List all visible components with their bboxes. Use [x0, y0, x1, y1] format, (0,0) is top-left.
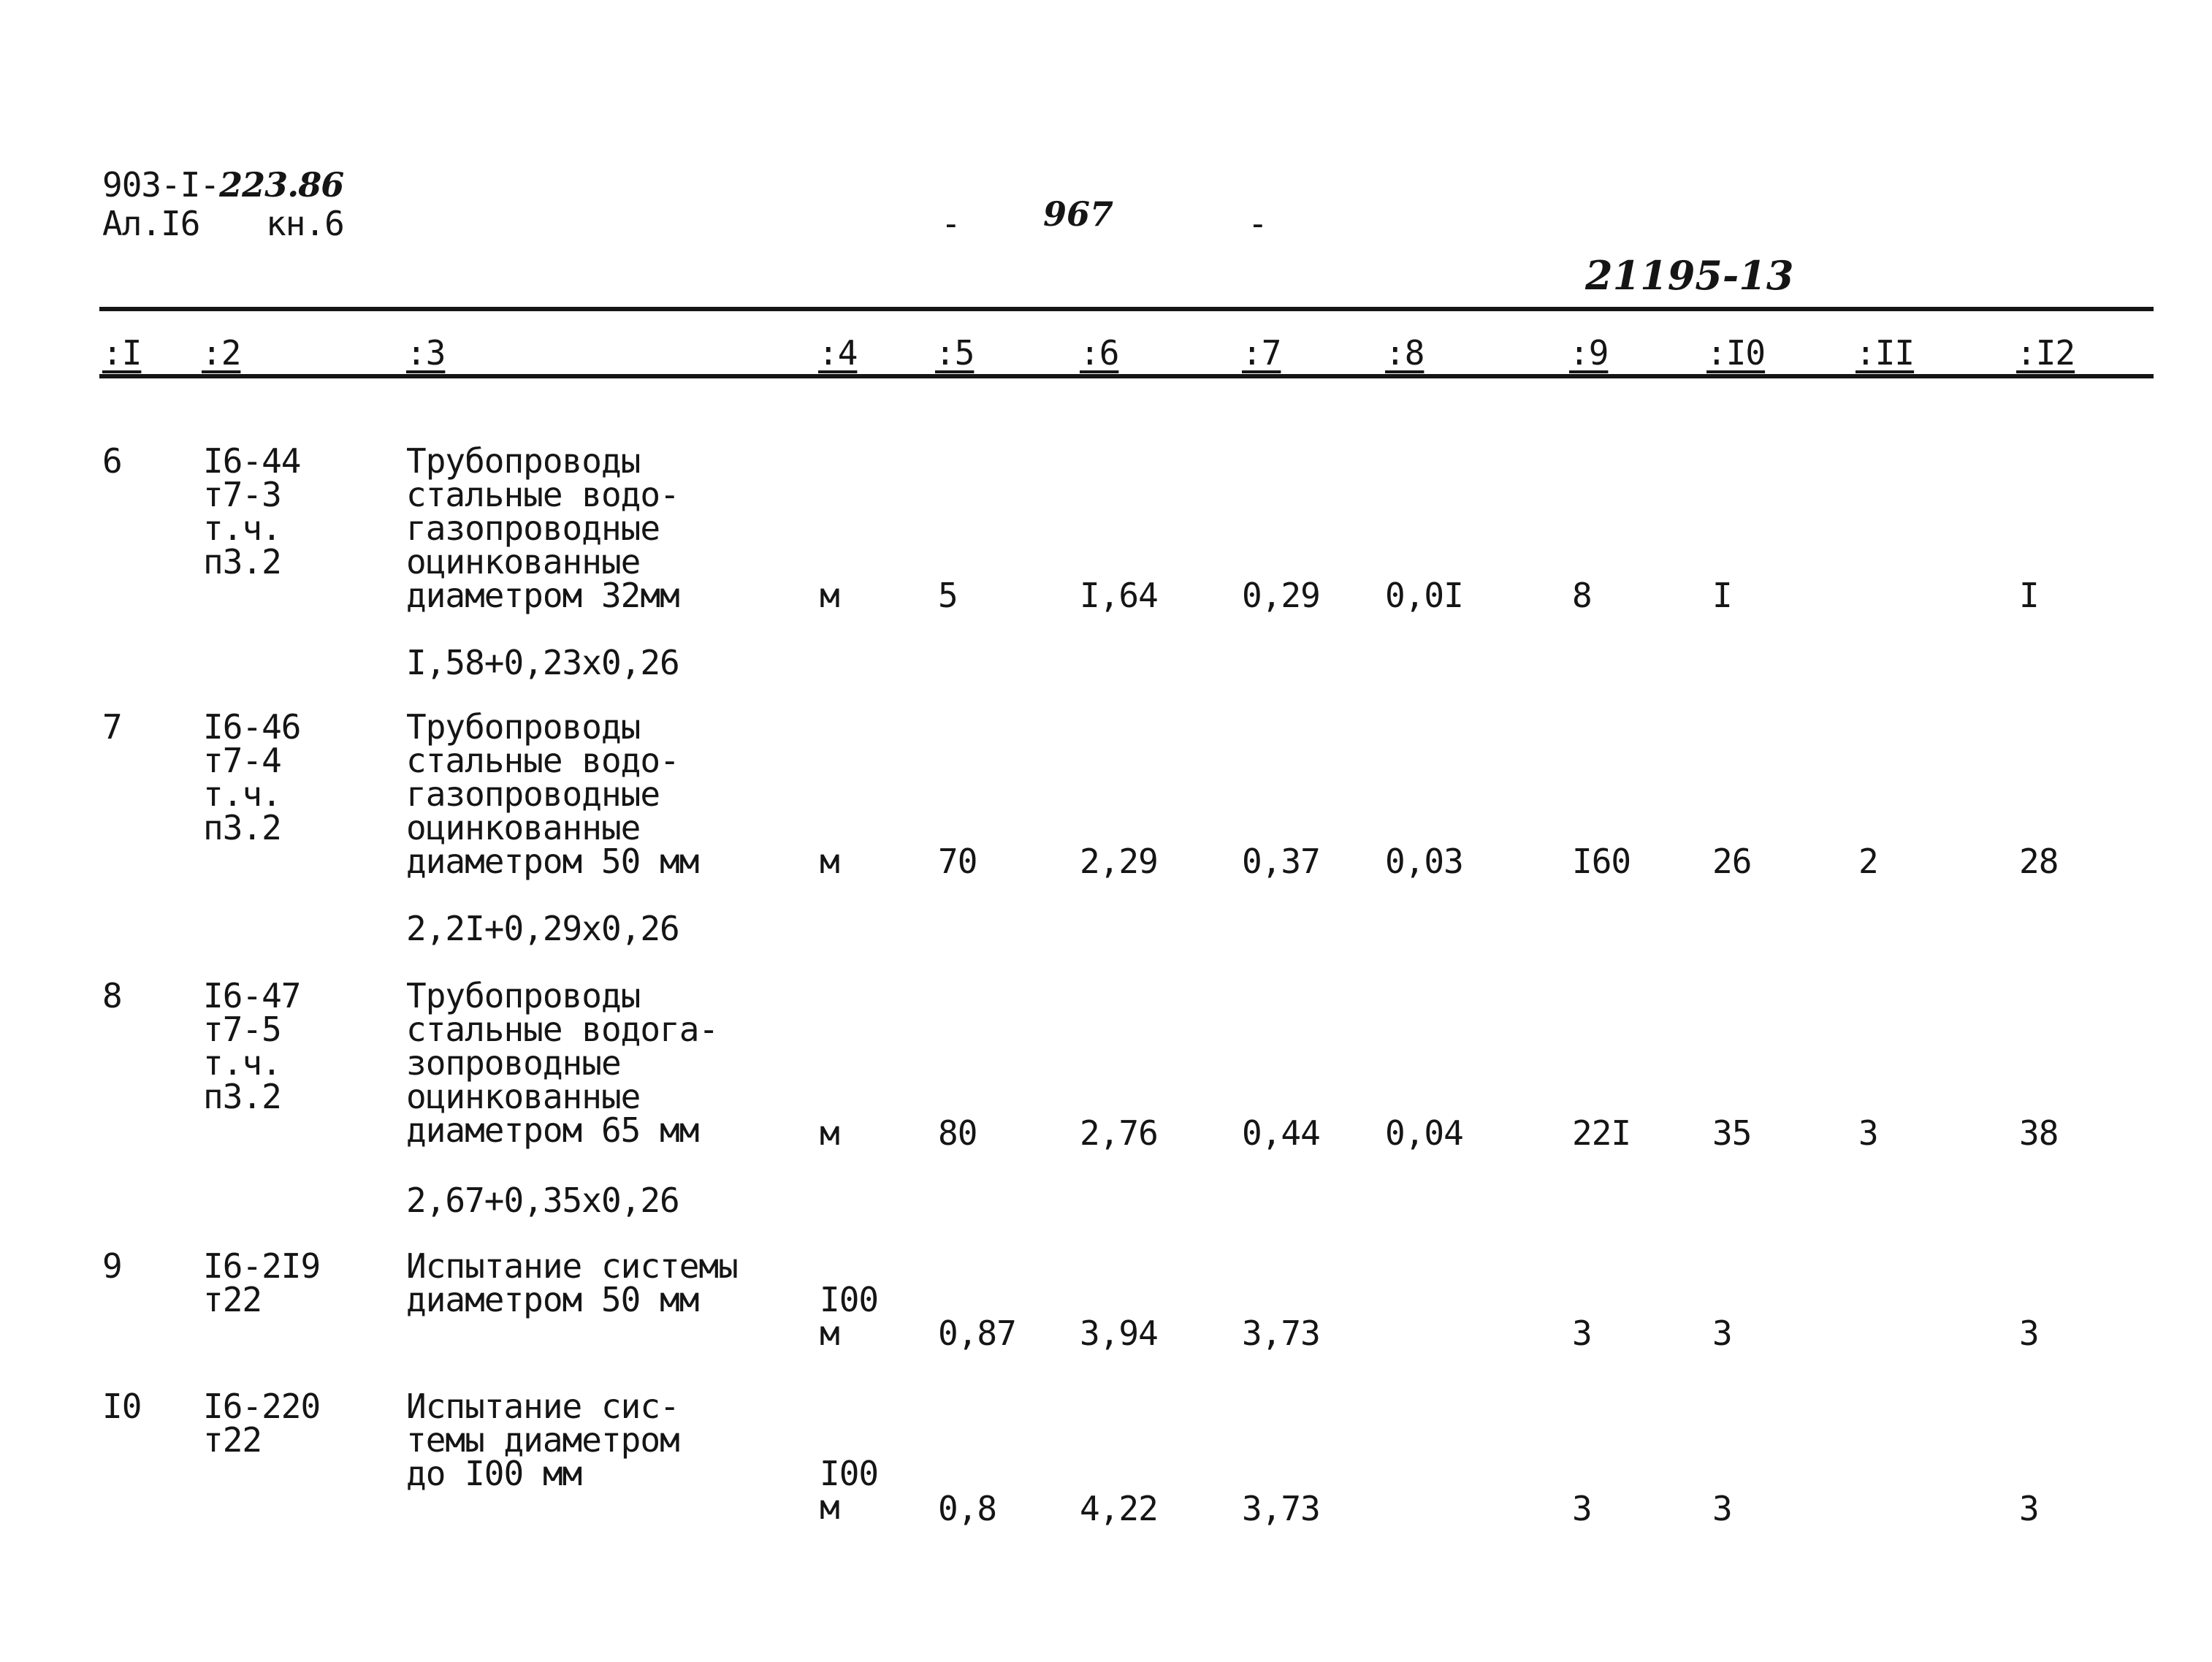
- column-header: :6: [1080, 333, 1119, 373]
- table-header-bottom-rule: [99, 374, 2154, 378]
- row-col8: 0,04: [1385, 1113, 1463, 1153]
- row-col6: I,64: [1080, 576, 1158, 615]
- row-col7: 3,73: [1242, 1489, 1320, 1528]
- row-name: Испытание системы диаметром 50 мм: [406, 1246, 738, 1319]
- row-number: 7: [102, 707, 122, 747]
- page-dash-right: -: [1248, 204, 1267, 243]
- row-number: 9: [102, 1246, 122, 1286]
- row-col9: 22I: [1572, 1113, 1631, 1153]
- row-col7: 0,37: [1242, 842, 1320, 881]
- row-name: Трубопроводы стальные водо- газопроводные оцинкованные диаметром 50 мм: [406, 707, 699, 881]
- row-col6: 2,76: [1080, 1113, 1158, 1153]
- column-header: :I: [102, 333, 142, 373]
- row-number: 8: [102, 976, 122, 1015]
- column-header: :3: [406, 333, 446, 373]
- column-header: :4: [818, 333, 858, 373]
- row-formula: 2,67+0,35x0,26: [406, 1181, 679, 1220]
- row-number: 6: [102, 441, 122, 481]
- row-col7: 0,44: [1242, 1113, 1320, 1153]
- row-col12: 3: [2019, 1489, 2039, 1528]
- row-unit: м: [820, 842, 839, 881]
- row-col5: 0,8: [938, 1489, 997, 1528]
- row-unit: м: [820, 576, 839, 615]
- row-col11: 2: [1858, 842, 1878, 881]
- row-col7: 3,73: [1242, 1314, 1320, 1353]
- column-header: :7: [1242, 333, 1281, 373]
- row-formula: 2,2I+0,29x0,26: [406, 909, 679, 948]
- row-code: I6-2I9 т22: [203, 1246, 321, 1319]
- table-top-rule: [99, 307, 2154, 311]
- row-col12: 38: [2019, 1113, 2059, 1153]
- row-code: I6-220 т22: [203, 1387, 321, 1460]
- row-col12: I: [2019, 576, 2039, 615]
- book-label: кн.6: [266, 204, 344, 243]
- row-col9: 8: [1572, 576, 1592, 615]
- row-col12: 28: [2019, 842, 2059, 881]
- row-col10: 3: [1712, 1314, 1732, 1353]
- row-name: Трубопроводы стальные водо- газопроводные оцинкованные диаметром 32мм: [406, 441, 679, 615]
- row-unit: м: [820, 1113, 839, 1153]
- row-code: I6-46 т7-4 т.ч. п3.2: [203, 707, 301, 847]
- column-header: :II: [1856, 333, 1915, 373]
- row-col6: 4,22: [1080, 1489, 1158, 1528]
- row-formula: I,58+0,23x0,26: [406, 643, 679, 682]
- row-code: I6-44 т7-3 т.ч. п3.2: [203, 441, 301, 582]
- row-code: I6-47 т7-5 т.ч. п3.2: [203, 976, 301, 1116]
- row-col11: 3: [1858, 1113, 1878, 1153]
- row-col9: 3: [1572, 1314, 1592, 1353]
- row-name: Трубопроводы стальные водога- зопроводные оцинкованные диаметром 65 мм: [406, 976, 719, 1150]
- row-col10: 3: [1712, 1489, 1732, 1528]
- row-col5: 70: [938, 842, 977, 881]
- document-code: [102, 165, 344, 205]
- row-col7: 0,29: [1242, 576, 1320, 615]
- row-name: Испытание сис- темы диаметром до I00 мм: [406, 1387, 679, 1493]
- column-header: :I2: [2016, 333, 2075, 373]
- row-col6: 3,94: [1080, 1314, 1158, 1353]
- row-col10: 35: [1712, 1113, 1752, 1153]
- row-col9: 3: [1572, 1489, 1592, 1528]
- row-col8: 0,03: [1385, 842, 1463, 881]
- column-header: :5: [935, 333, 975, 373]
- row-col10: I: [1712, 576, 1732, 615]
- row-col10: 26: [1712, 842, 1752, 881]
- row-col6: 2,29: [1080, 842, 1158, 881]
- row-unit: I00 м: [820, 1454, 879, 1527]
- archive-number: 21195-13: [1585, 252, 1794, 299]
- row-col8: 0,0I: [1385, 576, 1463, 615]
- row-col5: 80: [938, 1113, 977, 1153]
- sheet-label: Ал.I6: [102, 204, 200, 243]
- row-col5: 0,87: [938, 1314, 1016, 1353]
- row-col12: 3: [2019, 1314, 2039, 1353]
- document-code-handwritten: 223.86: [219, 165, 344, 205]
- row-number: I0: [102, 1387, 142, 1426]
- page-number: 967: [1043, 194, 1114, 234]
- column-header: :I0: [1706, 333, 1766, 373]
- page-dash-left: -: [941, 204, 961, 243]
- row-unit: I00 м: [820, 1280, 879, 1353]
- column-header: :9: [1569, 333, 1609, 373]
- document-code-typed: 903-I-: [102, 165, 220, 205]
- row-col9: I60: [1572, 842, 1631, 881]
- row-col5: 5: [938, 576, 958, 615]
- column-header: :8: [1385, 333, 1425, 373]
- column-header: :2: [202, 333, 241, 373]
